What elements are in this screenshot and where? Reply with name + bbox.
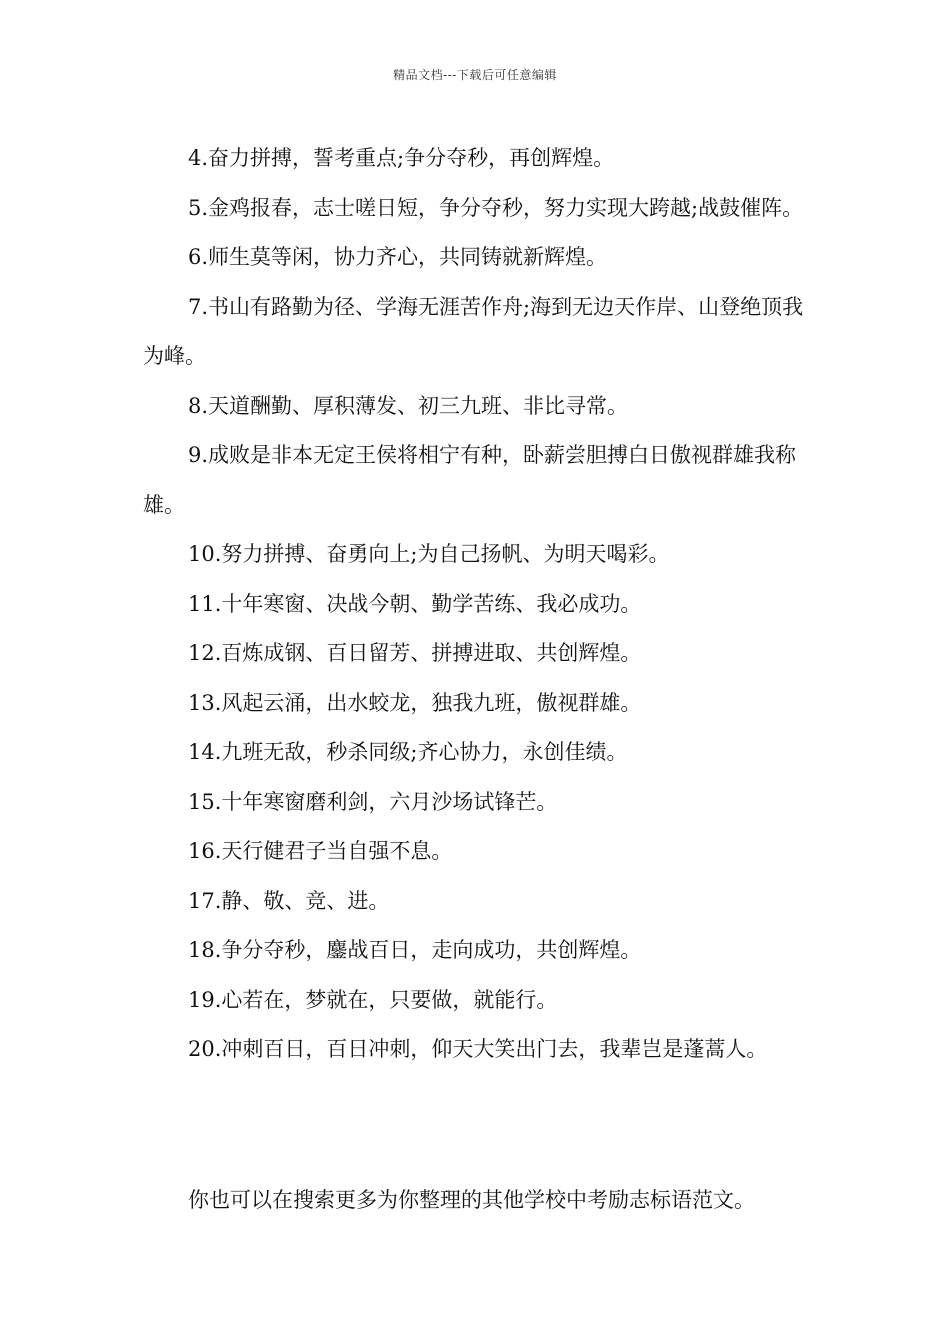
slogan-item: 11.十年寒窗、决战今朝、勤学苦练、我必成功。 bbox=[188, 591, 642, 616]
slogan-item: 13.风起云涌，出水蛟龙，独我九班，傲视群雄。 bbox=[188, 690, 642, 715]
slogan-item: 16.天行健君子当自强不息。 bbox=[188, 839, 453, 863]
slogan-item: 6.师生莫等闲，协力齐心，共同铸就新辉煌。 bbox=[188, 245, 608, 269]
slogan-item: 10.努力拼搏、奋勇向上;为自己扬帆、为明天喝彩。 bbox=[188, 542, 670, 566]
slogan-item: 12.百炼成钢、百日留芳、拼搏进取、共创辉煌。 bbox=[188, 641, 642, 665]
slogan-item: 20.冲刺百日，百日冲刺，仰天大笑出门去，我辈岂是蓬蒿人。 bbox=[188, 1037, 768, 1061]
slogan-item: 4.奋力拼搏，誓考重点;争分夺秒，再创辉煌。 bbox=[188, 146, 615, 170]
slogan-item: 8.天道酬勤、厚积薄发、初三九班、非比寻常。 bbox=[188, 393, 629, 418]
closing-note: 你也可以在搜索更多为你整理的其他学校中考励志标语范文。 bbox=[188, 1188, 755, 1212]
slogan-item: 18.争分夺秒，鏖战百日，走向成功，共创辉煌。 bbox=[188, 938, 642, 962]
slogan-item: 9.成败是非本无定王侯将相宁有种，卧薪尝胆搏白日傲视群雄我称雄。 bbox=[143, 443, 797, 517]
slogan-item: 19.心若在，梦就在，只要做，就能行。 bbox=[188, 987, 558, 1012]
page-header: 精品文档---下载后可任意编辑 bbox=[393, 68, 557, 82]
slogan-item: 15.十年寒窗磨利剑，六月沙场试锋芒。 bbox=[188, 789, 558, 814]
slogan-list bbox=[143, 134, 808, 1075]
slogan-item: 7.书山有路勤为径、学海无涯苦作舟;海到无边天作岸、山登绝顶我为峰。 bbox=[143, 294, 804, 368]
slogan-item: 5.金鸡报春，志士嗟日短，争分夺秒，努力实现大跨越;战鼓催阵。 bbox=[188, 195, 804, 220]
slogan-item: 17.静、敬、竞、进。 bbox=[188, 888, 390, 913]
slogan-item: 14.九班无敌，秒杀同级;齐心协力，永创佳绩。 bbox=[188, 740, 628, 764]
